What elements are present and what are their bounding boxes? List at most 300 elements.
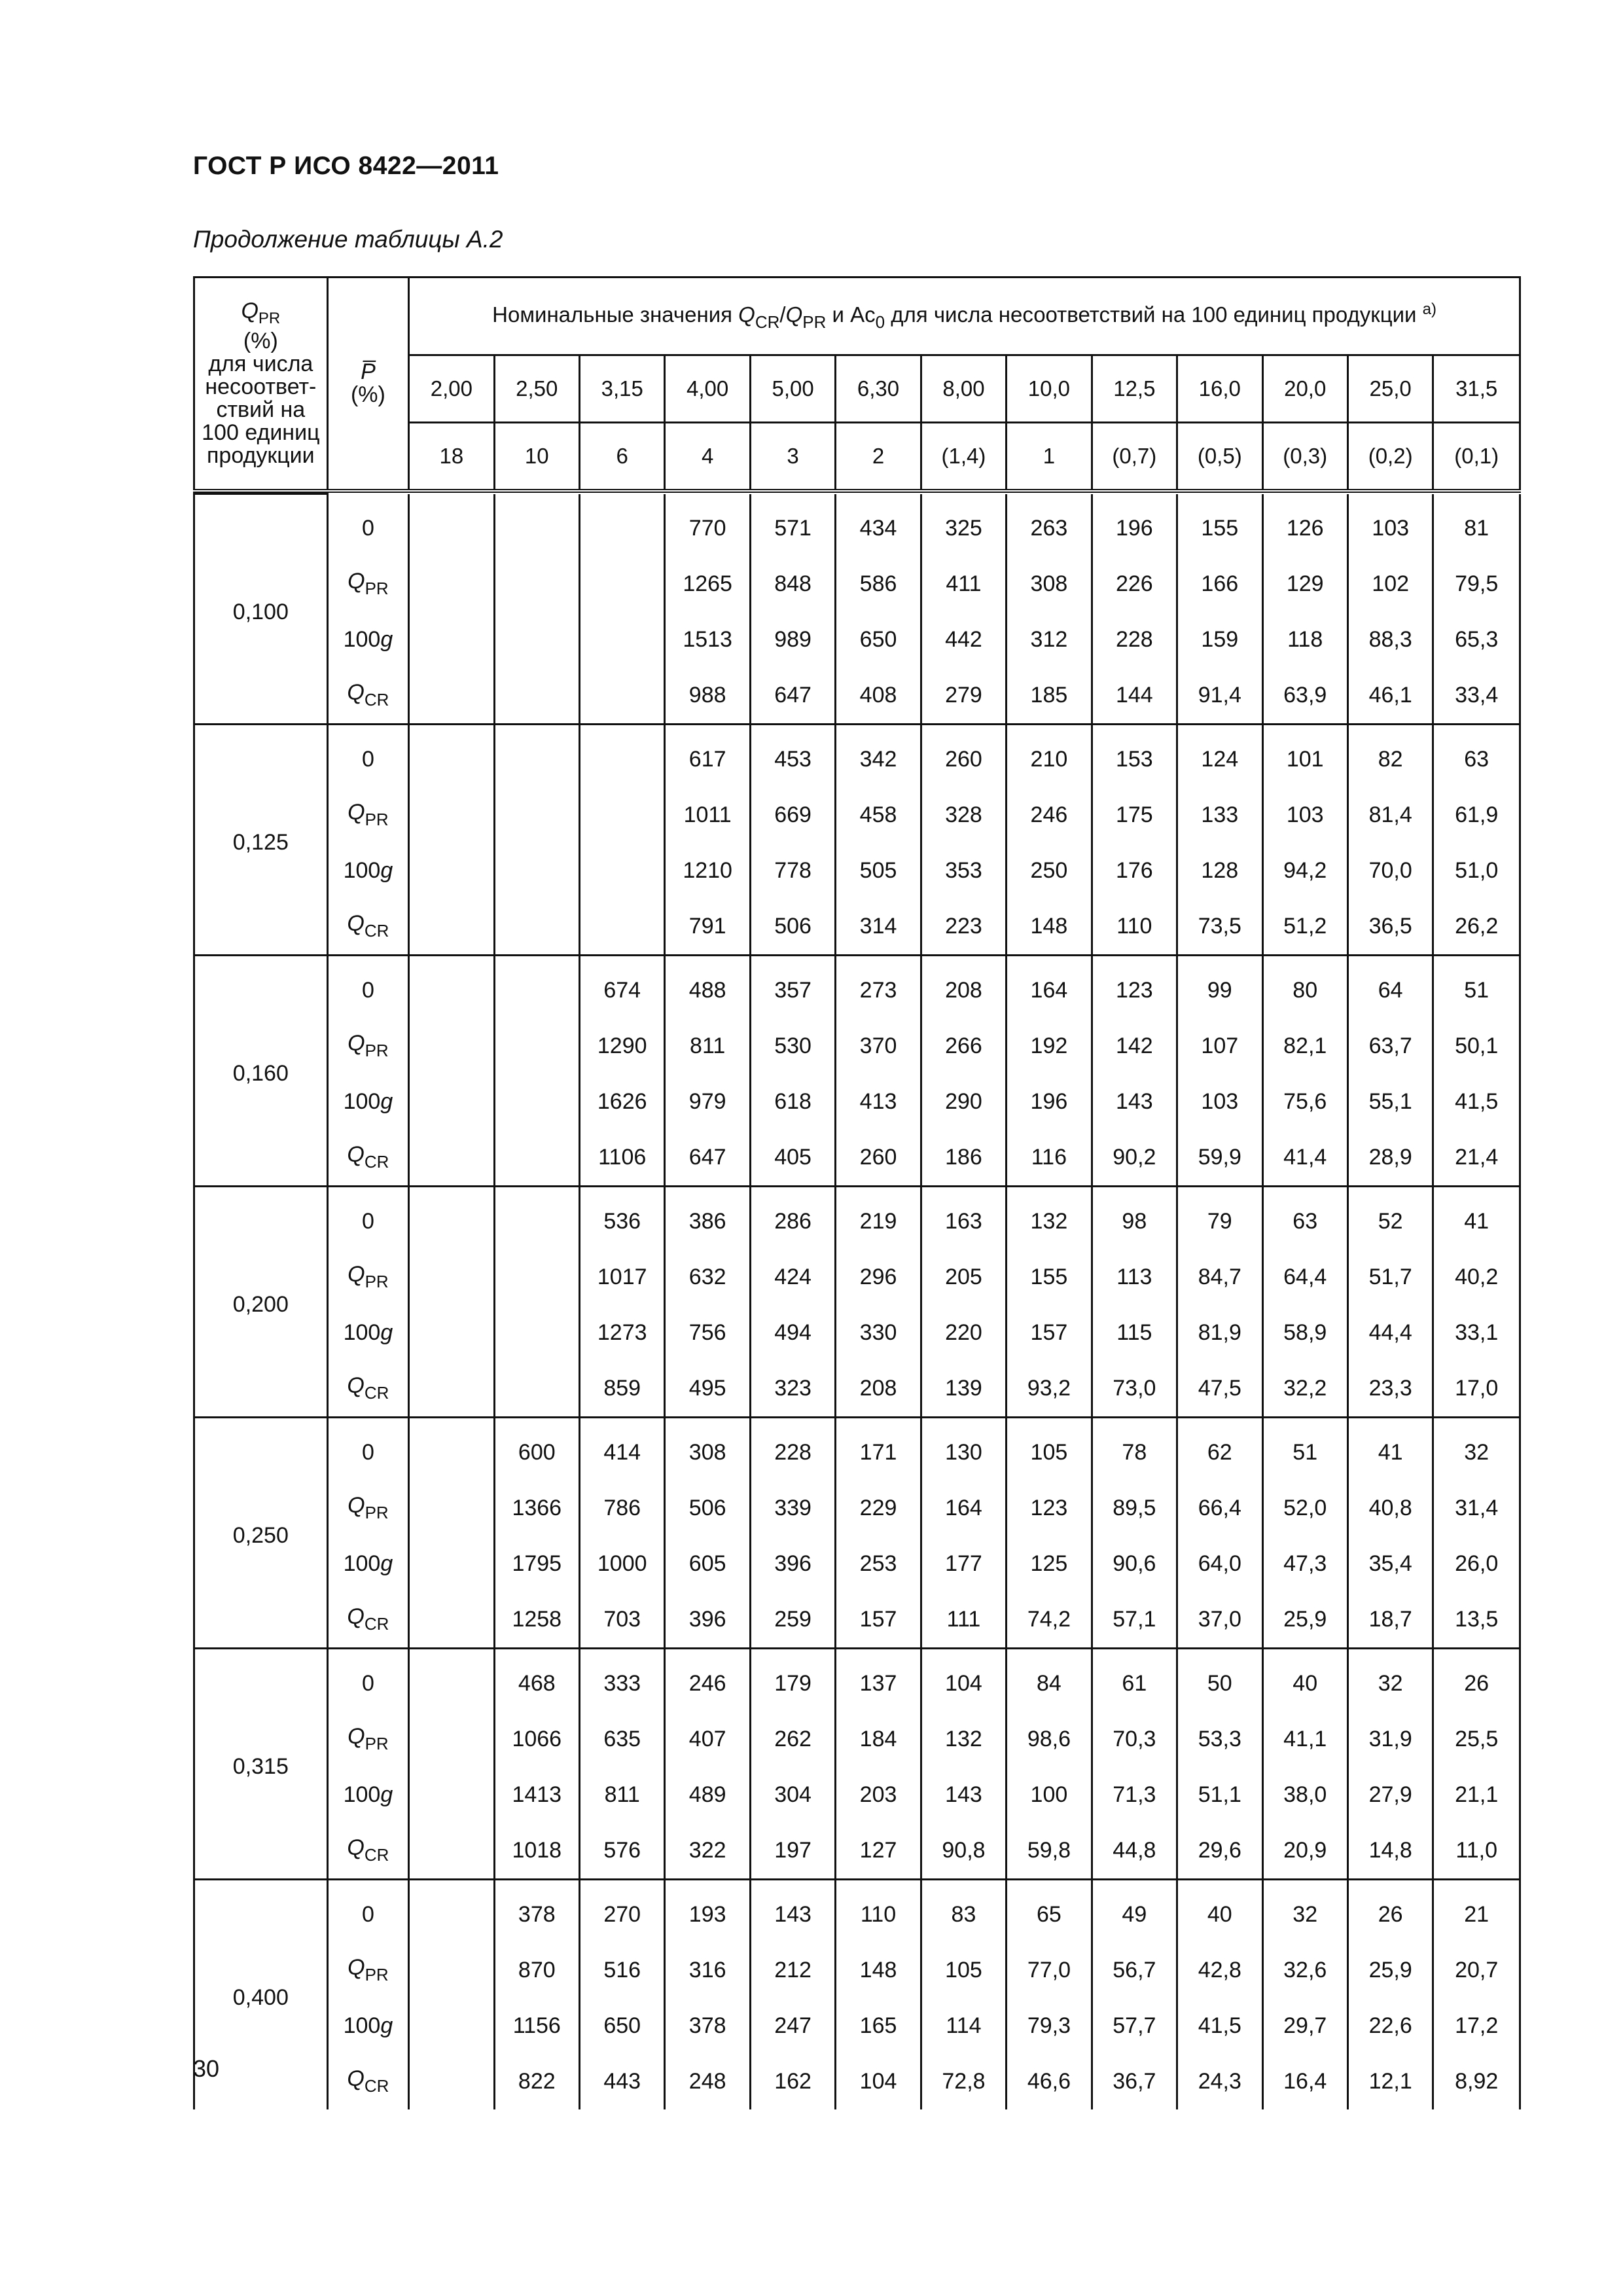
value-cell: 26 (1433, 1648, 1520, 1712)
value-cell (580, 724, 665, 787)
value-cell: 56,7 (1092, 1943, 1177, 1998)
value-cell: 669 (750, 787, 835, 843)
value-cell: 988 (665, 668, 750, 725)
table-row (194, 1998, 1520, 2054)
value-cell: 262 (750, 1712, 835, 1767)
ratio-cell: 4,00 (665, 355, 750, 423)
value-cell: 453 (750, 724, 835, 787)
value-cell: 186 (921, 1130, 1006, 1187)
value-cell: 378 (494, 1879, 579, 1943)
ratio-cell: 31,5 (1433, 355, 1520, 423)
value-cell: 38,0 (1262, 1767, 1347, 1823)
value-cell: 27,9 (1347, 1767, 1433, 1823)
acceptance-number-cell: (0,3) (1262, 423, 1347, 492)
value-cell: 1066 (494, 1712, 579, 1767)
value-cell: 42,8 (1177, 1943, 1262, 1998)
value-cell: 73,0 (1092, 1361, 1177, 1418)
value-cell: 11,0 (1433, 1823, 1520, 1880)
value-cell: 41 (1347, 1417, 1433, 1480)
value-cell: 127 (836, 1823, 921, 1880)
value-cell: 489 (665, 1767, 750, 1823)
value-cell: 246 (665, 1648, 750, 1712)
value-cell: 618 (750, 1074, 835, 1130)
value-cell (494, 612, 579, 668)
value-cell: 98,6 (1007, 1712, 1092, 1767)
p-value-cell: 0 (327, 1879, 408, 1943)
value-cell (494, 1249, 579, 1305)
value-cell: 105 (921, 1943, 1006, 1998)
value-cell: 1258 (494, 1592, 579, 1649)
value-cell: 228 (1092, 612, 1177, 668)
acceptance-number-cell: 6 (580, 423, 665, 492)
value-cell: 144 (1092, 668, 1177, 725)
value-cell: 314 (836, 899, 921, 956)
acceptance-number-cell: (0,1) (1433, 423, 1520, 492)
p-value-cell: $Q_{PR}$ (327, 1943, 408, 1998)
value-cell: 88,3 (1347, 612, 1433, 668)
value-cell: 107 (1177, 1018, 1262, 1074)
value-cell: 41,5 (1177, 1998, 1262, 2054)
value-cell: 21,1 (1433, 1767, 1520, 1823)
value-cell (494, 1186, 579, 1249)
value-cell: 113 (1092, 1249, 1177, 1305)
p-value-cell: $Q_{CR}$ (327, 1592, 408, 1649)
table-row (194, 1074, 1520, 1130)
value-cell: 266 (921, 1018, 1006, 1074)
value-cell: 223 (921, 899, 1006, 956)
value-cell: 414 (580, 1417, 665, 1480)
value-cell: 21,4 (1433, 1130, 1520, 1187)
value-cell: 90,8 (921, 1823, 1006, 1880)
value-cell: 17,0 (1433, 1361, 1520, 1418)
value-cell: 25,9 (1262, 1592, 1347, 1649)
value-cell: 1210 (665, 843, 750, 899)
value-cell: 220 (921, 1305, 1006, 1361)
value-cell (494, 787, 579, 843)
value-cell: 155 (1177, 494, 1262, 556)
value-cell (409, 1186, 494, 1249)
value-cell (580, 494, 665, 556)
value-cell: 72,8 (921, 2054, 1006, 2109)
value-cell: 162 (750, 2054, 835, 2109)
value-cell: 386 (665, 1186, 750, 1249)
value-cell: 35,4 (1347, 1536, 1433, 1592)
value-cell: 442 (921, 612, 1006, 668)
value-cell: 29,6 (1177, 1823, 1262, 1880)
ratio-cell: 2,50 (494, 355, 579, 423)
p-value-cell: $Q_{CR}$ (327, 1361, 408, 1418)
value-cell: 179 (750, 1648, 835, 1712)
value-cell: 353 (921, 843, 1006, 899)
value-cell: 64 (1347, 955, 1433, 1018)
page-number: 30 (193, 2055, 220, 2082)
value-cell: 308 (665, 1417, 750, 1480)
value-cell: 49 (1092, 1879, 1177, 1943)
value-cell: 405 (750, 1130, 835, 1187)
value-cell: 90,2 (1092, 1130, 1177, 1187)
value-cell: 53,3 (1177, 1712, 1262, 1767)
value-cell: 64,4 (1262, 1249, 1347, 1305)
value-cell: 78 (1092, 1417, 1177, 1480)
value-cell: 153 (1092, 724, 1177, 787)
value-cell: 83 (921, 1879, 1006, 1943)
value-cell: 102 (1347, 556, 1433, 612)
value-cell: 253 (836, 1536, 921, 1592)
value-cell: 250 (1007, 843, 1092, 899)
value-cell: 1366 (494, 1480, 579, 1536)
value-cell: 143 (1092, 1074, 1177, 1130)
value-cell: 23,3 (1347, 1361, 1433, 1418)
value-cell: 52 (1347, 1186, 1433, 1249)
acceptance-number-cell: (0,7) (1092, 423, 1177, 492)
value-cell: 273 (836, 955, 921, 1018)
value-cell: 247 (750, 1998, 835, 2054)
value-cell: 80 (1262, 955, 1347, 1018)
value-cell: 40 (1177, 1879, 1262, 1943)
value-cell: 84,7 (1177, 1249, 1262, 1305)
value-cell: 26,2 (1433, 899, 1520, 956)
value-cell: 494 (750, 1305, 835, 1361)
value-cell: 75,6 (1262, 1074, 1347, 1130)
acceptance-number-cell: (1,4) (921, 423, 1006, 492)
table-row (194, 1648, 1520, 1712)
value-cell: 164 (1007, 955, 1092, 1018)
value-cell: 155 (1007, 1249, 1092, 1305)
value-cell: 296 (836, 1249, 921, 1305)
p-stub-header: P̅ (%) (327, 278, 408, 492)
value-cell: 110 (836, 1879, 921, 1943)
table-row (194, 1879, 1520, 1943)
value-cell: 98 (1092, 1186, 1177, 1249)
value-cell: 70,3 (1092, 1712, 1177, 1767)
value-cell: 21 (1433, 1879, 1520, 1943)
ratio-cell: 6,30 (836, 355, 921, 423)
value-cell: 989 (750, 612, 835, 668)
value-cell: 770 (665, 494, 750, 556)
acceptance-number-cell: (0,2) (1347, 423, 1433, 492)
value-cell: 28,9 (1347, 1130, 1433, 1187)
value-cell: 81 (1433, 494, 1520, 556)
table-row (194, 724, 1520, 787)
p-value-cell: 0 (327, 955, 408, 1018)
qpr-group-label: 0,125 (194, 724, 328, 955)
value-cell (409, 1712, 494, 1767)
value-cell: 756 (665, 1305, 750, 1361)
value-cell: 103 (1262, 787, 1347, 843)
value-cell: 674 (580, 955, 665, 1018)
value-cell: 77,0 (1007, 1943, 1092, 1998)
value-cell (409, 899, 494, 956)
table-row (194, 1592, 1520, 1649)
ratio-cell: 5,00 (750, 355, 835, 423)
value-cell: 396 (665, 1592, 750, 1649)
value-cell: 165 (836, 1998, 921, 2054)
value-cell: 51,1 (1177, 1767, 1262, 1823)
value-cell: 339 (750, 1480, 835, 1536)
value-cell: 51,7 (1347, 1249, 1433, 1305)
value-cell (409, 1305, 494, 1361)
value-cell: 132 (1007, 1186, 1092, 1249)
value-cell: 408 (836, 668, 921, 725)
value-cell: 530 (750, 1018, 835, 1074)
p-value-cell: 0 (327, 1417, 408, 1480)
table-row (194, 1361, 1520, 1418)
value-cell: 137 (836, 1648, 921, 1712)
value-cell: 263 (1007, 494, 1092, 556)
p-value-cell: 0 (327, 1648, 408, 1712)
value-cell: 312 (1007, 612, 1092, 668)
value-cell: 81,9 (1177, 1305, 1262, 1361)
value-cell: 20,9 (1262, 1823, 1347, 1880)
value-cell: 65,3 (1433, 612, 1520, 668)
value-cell: 70,0 (1347, 843, 1433, 899)
table-body (194, 491, 1520, 2109)
value-cell: 333 (580, 1648, 665, 1712)
value-cell: 210 (1007, 724, 1092, 787)
table-row (194, 955, 1520, 1018)
p-value-cell: $Q_{PR}$ (327, 1249, 408, 1305)
table-row (194, 2054, 1520, 2109)
value-cell: 13,5 (1433, 1592, 1520, 1649)
value-cell: 650 (580, 1998, 665, 2054)
value-cell: 33,1 (1433, 1305, 1520, 1361)
value-cell: 47,3 (1262, 1536, 1347, 1592)
value-cell: 41,5 (1433, 1074, 1520, 1130)
value-cell: 64,0 (1177, 1536, 1262, 1592)
value-cell: 8,92 (1433, 2054, 1520, 2109)
qpr-group-label: 0,160 (194, 955, 328, 1186)
value-cell (409, 1074, 494, 1130)
value-cell (409, 1018, 494, 1074)
value-cell: 46,1 (1347, 668, 1433, 725)
table-row (194, 1018, 1520, 1074)
value-cell (409, 612, 494, 668)
value-cell: 82,1 (1262, 1018, 1347, 1074)
value-cell (494, 668, 579, 725)
value-cell: 208 (836, 1361, 921, 1418)
value-cell: 205 (921, 1249, 1006, 1305)
value-cell: 55,1 (1347, 1074, 1433, 1130)
table-row (194, 494, 1520, 556)
value-cell: 791 (665, 899, 750, 956)
value-cell: 323 (750, 1361, 835, 1418)
value-cell: 63 (1262, 1186, 1347, 1249)
value-cell: 66,4 (1177, 1480, 1262, 1536)
table-row (194, 1943, 1520, 1998)
p-value-cell: 100g (327, 843, 408, 899)
value-cell: 270 (580, 1879, 665, 1943)
value-cell: 57,7 (1092, 1998, 1177, 2054)
value-cell: 870 (494, 1943, 579, 1998)
value-cell (580, 668, 665, 725)
value-cell: 157 (1007, 1305, 1092, 1361)
value-cell (409, 1648, 494, 1712)
value-cell: 811 (580, 1767, 665, 1823)
value-cell: 203 (836, 1767, 921, 1823)
value-cell: 79 (1177, 1186, 1262, 1249)
p-value-cell: 100g (327, 1305, 408, 1361)
value-cell: 31,4 (1433, 1480, 1520, 1536)
value-cell: 488 (665, 955, 750, 1018)
value-cell: 586 (836, 556, 921, 612)
value-cell: 41 (1433, 1186, 1520, 1249)
value-cell: 41,1 (1262, 1712, 1347, 1767)
value-cell: 79,3 (1007, 1998, 1092, 2054)
value-cell: 41,4 (1262, 1130, 1347, 1187)
value-cell: 101 (1262, 724, 1347, 787)
value-cell: 59,9 (1177, 1130, 1262, 1187)
value-cell: 94,2 (1262, 843, 1347, 899)
value-cell (409, 1592, 494, 1649)
value-cell: 175 (1092, 787, 1177, 843)
value-cell: 157 (836, 1592, 921, 1649)
value-cell: 33,4 (1433, 668, 1520, 725)
ratio-cell: 25,0 (1347, 355, 1433, 423)
value-cell (580, 556, 665, 612)
acceptance-number-cell: 18 (409, 423, 494, 492)
p-value-cell: $Q_{CR}$ (327, 1130, 408, 1187)
p-value-cell: 100g (327, 612, 408, 668)
value-cell: 1513 (665, 612, 750, 668)
value-cell: 647 (750, 668, 835, 725)
value-cell: 1017 (580, 1249, 665, 1305)
value-cell: 115 (1092, 1305, 1177, 1361)
value-cell: 62 (1177, 1417, 1262, 1480)
value-cell: 111 (921, 1592, 1006, 1649)
value-cell: 51,0 (1433, 843, 1520, 899)
table-row (194, 1536, 1520, 1592)
table-row (194, 899, 1520, 956)
value-cell: 74,2 (1007, 1592, 1092, 1649)
table-row (194, 1305, 1520, 1361)
value-cell: 40,8 (1347, 1480, 1433, 1536)
value-cell: 635 (580, 1712, 665, 1767)
value-cell: 196 (1007, 1074, 1092, 1130)
value-cell: 126 (1262, 494, 1347, 556)
value-cell: 26 (1347, 1879, 1433, 1943)
value-cell: 322 (665, 1823, 750, 1880)
value-cell: 18,7 (1347, 1592, 1433, 1649)
table-row (194, 1186, 1520, 1249)
value-cell: 148 (836, 1943, 921, 1998)
value-cell (494, 899, 579, 956)
table-caption: Продолжение таблицы А.2 (193, 226, 503, 253)
value-cell: 71,3 (1092, 1767, 1177, 1823)
qpr-group-label: 0,315 (194, 1648, 328, 1879)
value-cell: 25,9 (1347, 1943, 1433, 1998)
value-cell: 44,4 (1347, 1305, 1433, 1361)
acceptance-number-cell: (0,5) (1177, 423, 1262, 492)
p-value-cell: $Q_{PR}$ (327, 1480, 408, 1536)
ratio-cell: 20,0 (1262, 355, 1347, 423)
value-cell (494, 1361, 579, 1418)
value-cell: 571 (750, 494, 835, 556)
value-cell: 1106 (580, 1130, 665, 1187)
value-cell: 308 (1007, 556, 1092, 612)
value-cell: 1290 (580, 1018, 665, 1074)
value-cell: 40,2 (1433, 1249, 1520, 1305)
p-value-cell: $Q_{CR}$ (327, 899, 408, 956)
value-cell: 219 (836, 1186, 921, 1249)
value-cell (409, 1767, 494, 1823)
sampling-table (193, 276, 1521, 2109)
value-cell: 44,8 (1092, 1823, 1177, 1880)
value-cell: 81,4 (1347, 787, 1433, 843)
value-cell: 822 (494, 2054, 579, 2109)
value-cell: 193 (665, 1879, 750, 1943)
value-cell (409, 1998, 494, 2054)
table-row (194, 1417, 1520, 1480)
value-cell: 51,2 (1262, 899, 1347, 956)
value-cell (494, 724, 579, 787)
table-row (194, 1480, 1520, 1536)
value-cell (494, 955, 579, 1018)
p-value-cell: $Q_{PR}$ (327, 556, 408, 612)
value-cell: 37,0 (1177, 1592, 1262, 1649)
value-cell (580, 843, 665, 899)
value-cell: 26,0 (1433, 1536, 1520, 1592)
value-cell: 63 (1433, 724, 1520, 787)
acceptance-number-cell: 1 (1007, 423, 1092, 492)
value-cell: 378 (665, 1998, 750, 2054)
ratio-cell: 16,0 (1177, 355, 1262, 423)
value-cell: 58,9 (1262, 1305, 1347, 1361)
value-cell: 176 (1092, 843, 1177, 899)
p-value-cell: $Q_{PR}$ (327, 1712, 408, 1767)
value-cell: 14,8 (1347, 1823, 1433, 1880)
value-cell: 316 (665, 1943, 750, 1998)
value-cell: 59,8 (1007, 1823, 1092, 1880)
value-cell: 50,1 (1433, 1018, 1520, 1074)
p-value-cell: 0 (327, 724, 408, 787)
value-cell: 159 (1177, 612, 1262, 668)
value-cell: 17,2 (1433, 1998, 1520, 2054)
table-row (194, 612, 1520, 668)
value-cell: 46,6 (1007, 2054, 1092, 2109)
value-cell: 32 (1347, 1648, 1433, 1712)
acceptance-number-cell: 3 (750, 423, 835, 492)
table-header (194, 278, 1520, 492)
value-cell (580, 787, 665, 843)
value-cell: 1156 (494, 1998, 579, 2054)
value-cell: 25,5 (1433, 1712, 1520, 1767)
value-cell: 163 (921, 1186, 1006, 1249)
value-cell (580, 612, 665, 668)
qpr-group-label: 0,200 (194, 1186, 328, 1417)
value-cell (494, 1305, 579, 1361)
table-row (194, 787, 1520, 843)
value-cell: 434 (836, 494, 921, 556)
value-cell (494, 1074, 579, 1130)
value-cell: 1000 (580, 1536, 665, 1592)
value-cell: 811 (665, 1018, 750, 1074)
value-cell: 20,7 (1433, 1943, 1520, 1998)
value-cell: 212 (750, 1943, 835, 1998)
p-value-cell: 100g (327, 1074, 408, 1130)
value-cell: 103 (1347, 494, 1433, 556)
value-cell: 65 (1007, 1879, 1092, 1943)
value-cell: 396 (750, 1536, 835, 1592)
table-row (194, 556, 1520, 612)
value-cell: 128 (1177, 843, 1262, 899)
value-cell: 424 (750, 1249, 835, 1305)
value-cell (580, 899, 665, 956)
value-cell: 90,6 (1092, 1536, 1177, 1592)
value-cell: 370 (836, 1018, 921, 1074)
value-cell: 51 (1262, 1417, 1347, 1480)
value-cell: 407 (665, 1712, 750, 1767)
p-value-cell: $Q_{CR}$ (327, 2054, 408, 2109)
